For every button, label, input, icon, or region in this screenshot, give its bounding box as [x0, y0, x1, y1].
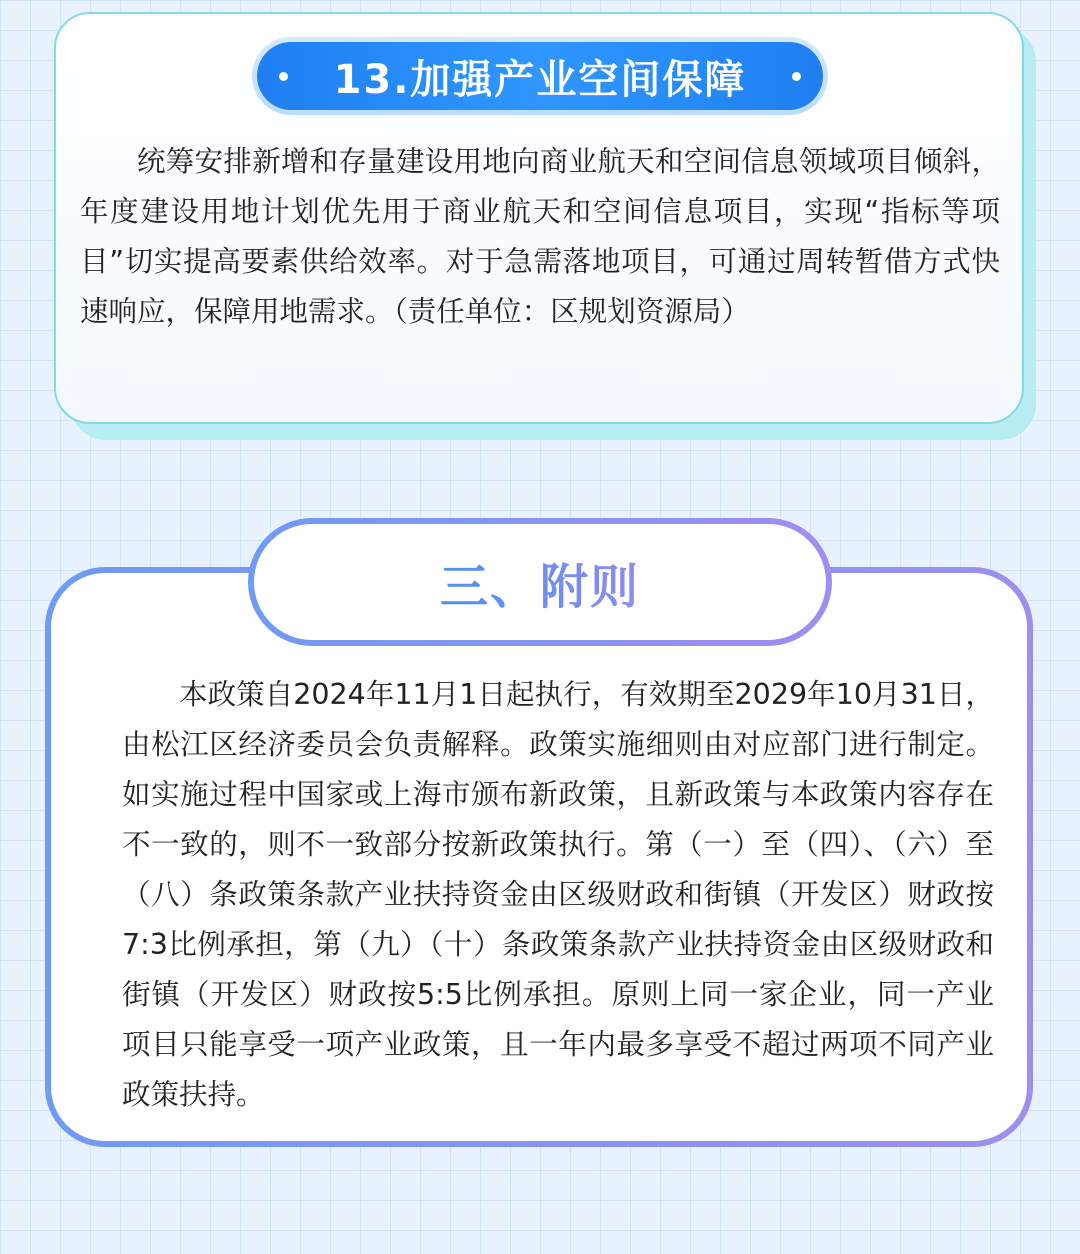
appendix-title-tab-inner — [254, 524, 826, 640]
bullet-dot-icon — [279, 72, 288, 81]
section-13-title: 13.加强产业空间保障 — [333, 56, 747, 103]
section-13-header-pill — [257, 42, 823, 110]
section-13-header — [252, 37, 828, 115]
bullet-dot-icon — [792, 72, 801, 81]
appendix-title: 三、附则 — [440, 548, 640, 617]
appendix-title-tab — [248, 518, 832, 646]
section-13-body: 统筹安排新增和存量建设用地向商业航天和空间信息领域项目倾斜，年度建设用地计划优先用于商业航天和空间信息项目，实现“指标等项目”切实提高要素供给效率。对于急需落地项目，可通过周转暂借方式快速响应，保障用地需求。（责任单位：区规划资源局） — [80, 145, 1000, 328]
appendix-body: 本政策自2024年11月1日起执行，有效期至2029年10月31日，由松江区经济委员会负责解释。政策实施细则由对应部门进行制定。如实施过程中国家或上海市颁布新政策，且新政策与本政策内容存在不一致的，则不一致部分按新政策执行。第（一）至（四）、（六）至（八）条政策条款产业扶持资金由区级财政和街镇（开发区）财政按7:3比例承担，第（九）（十）条政策条款产业扶持资金由区级财政和街镇（开发区）财政按5:5比例承担。原则上同一家企业，同一产业项目只能享受一项产业政策，且一年内最多享受不超过两项不同产业政策扶持。 — [122, 678, 994, 1111]
